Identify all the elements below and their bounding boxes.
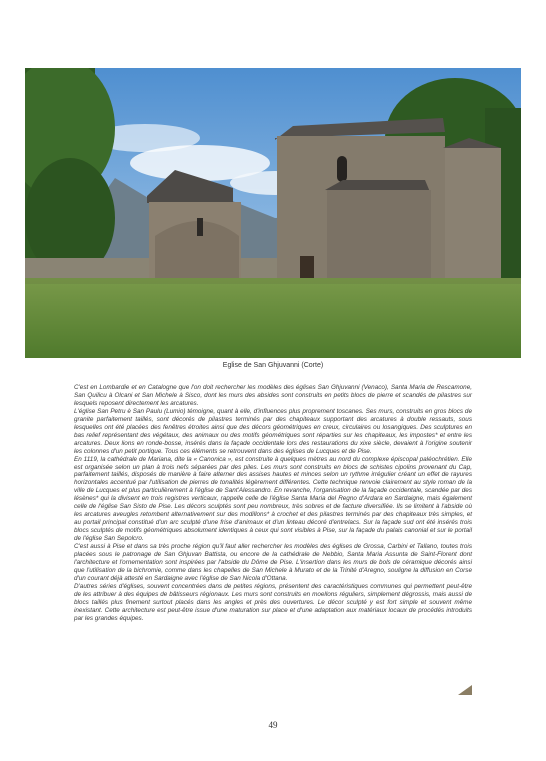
body-text [74,384,472,623]
paragraph: En 1119, la cathédrale de Mariana, dite la « Canonica », est construite à quelques mètres au nord du complexe épiscopal paléochrétien. Elle est organisée selon un plan à trois nefs séparées par des piles. Les murs sont construits en blocs de schistes cipolins provenant du Cap, parfaitement taillés, disposés de manière à faire alterner des assises hautes et minces selon un rythme irrégulier créant un effet de rayures horizontales accentué par l'utilisation de pierres de tonalités légèrement différentes. Cette technique renvoie clairement au style roman de la ville de Lucques et plus particulièrement à l'église de Sant'Alessandro. En revanche, l'organisation de la façade occidentale, scandée par des lésènes* qui la divisent en trois registres verticaux, rappelle celle de l'église Santa Maria del Regno d'Ardara en Sardaigne, mais également celle de l'église San Sisto de Pise. Les décors sculptés sont peu nombreux, très sobres et de facture diversifiée. Ils se limitent à l'abside où les arcatures aveugles retombent alternativement sur des modillons* à crochet et des pilastres terminés par des chapiteaux très simples, et au portail principal constitué d'un arc sculpté d'une frise d'animaux et d'un linteau décoré d'entrelacs. Sur la façade sud ont été insérés trois blocs sculptés de motifs géométriques absolument identiques à ceux qui sont visibles à Pise, sur la façade du palais canonial et sur le portail de l'église San Sepolcro. [74,455,472,543]
paragraph: L'église San Petru è San Paulu (Lumio) témoigne, quant à elle, d'influences plus proprement toscanes. Ses murs, construits en gros blocs de granite parfaitement taillés, sont décorés de pilastres terminés par des chapiteaux supportant des arcatures à double ressauts, sous lesquelles ont été placées des fenêtres étroites ainsi que des décors géométriques en creux, circulaires ou losangiques. Des sculptures en bas relief représentant des végétaux, des animaux ou des motifs géométriques sont réparties sur les chapiteaux, les impostes* et entre les arcatures. Deux lions en ronde-bosse, insérés dans la façade occidentale lors des restaurations du xixe siècle, devaient à l'origine soutenir les colonnes d'un petit portique. Tous ces éléments se retrouvent dans des églises de Lucques et de Pise. [74,407,472,455]
church-illustration [25,68,521,358]
church-photo [25,68,521,358]
photo-caption: Eglise de San Ghjuvanni (Corte) [222,362,324,369]
paragraph: C'est aussi à Pise et dans sa très proche région qu'il faut aller rechercher les modèles des églises de Grossa, Carbini et Tallano, toutes trois placées sous le patronage de San Ghjuvan Battista, ou encore de la cathédrale de Nebbio, Santa Maria Assunta de Saint-Florent dont l'architecture et l'ornementation sont inspirées par l'abside du Dôme de Pise. L'insertion dans les murs de bols de céramique décorés ainsi que l'utilisation de la bichromie, comme dans les chapelles de San Michele à Murato et de la Trinité d'Aregno, souligne la diffusion en Corse d'un courant déjà attesté en Sardaigne avec l'église de San Nicola d'Ottana. [74,543,472,582]
paragraph: D'autres séries d'églises, souvent concentrées dans de petites régions, présentent des caractéristiques communes qui permettent peut-être de les attribuer à des équipes de bâtisseurs régionaux. Les murs sont construits en moellons réguliers, simplement dégrossis, mais aussi de blocs taillés plus finement surtout placés dans les angles et près des ouvertures. Le décor sculpté y est fort simple et souvent même inexistant. Cette architecture est peut-être issue d'une maturation sur place et d'une adaptation aux matériaux locaux de procédés introduits par les grandes équipes. [74,582,472,622]
page-number: 49 [268,720,278,730]
decorative-corner-mark [458,685,472,695]
paragraph: C'est en Lombardie et en Catalogne que l'on doit rechercher les modèles des églises San Ghjuvanni (Venaco), Santa Maria de Rescamone, San Quilicu à Olcani et San Michele à Sisco, dont les murs des absides sont construits en petits blocs de pierre et scandés de pilastres sur lesquels reposent directement les arcatures. [74,384,472,407]
